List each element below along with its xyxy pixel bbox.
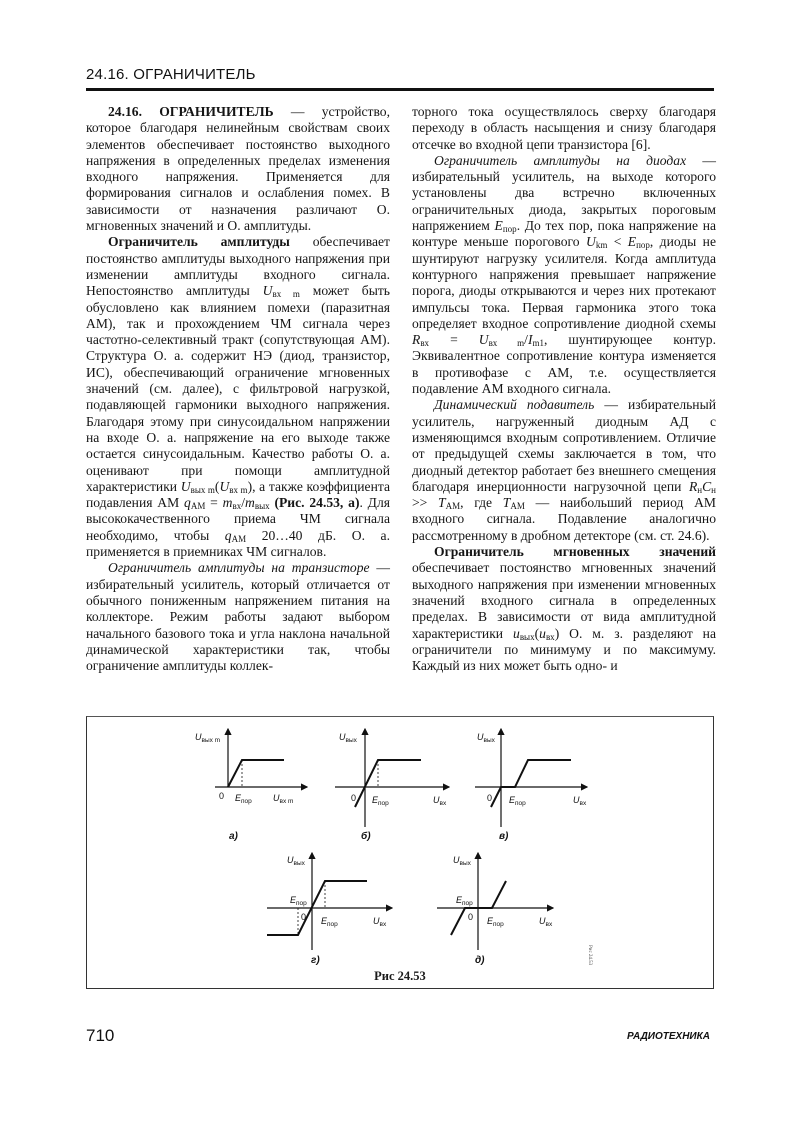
panel-b — [335, 729, 449, 842]
page-number: 710 — [86, 1026, 115, 1045]
panel-a-zero: 0 — [219, 791, 225, 801]
panel-g-threshold-y-label: $E_{пор}$ — [290, 895, 307, 907]
paragraph-transistor-limiter: Ограничитель амплитуды на транзисторе — избирательный усилитель, который отличается от обычного пониженным напряжением питания на коллекторе. Режим работы задают выбором начального базового тока и угла наклона начальной динамической характеристики так, чтобы ограничение амплитуды коллек- — [86, 560, 390, 674]
left-column — [86, 104, 390, 674]
panel-b-threshold-label: $E_{пор}$ — [372, 795, 389, 807]
panel-b-x-label: $U_{вх}$ — [433, 795, 447, 807]
panel-d-curve-right — [478, 881, 506, 908]
paragraph-definition: 24.16. ОГРАНИЧИТЕЛЬ — устройство, которое благодаря нелинейным свойствам своих элементов обеспечивает постоянство выходного напряжения в определенных пределах изменения входного напряжения. Применяется для формирования сигналов и ослабления помех. В зависимости от назначения различают О. мгновенных значений и О. амплитуды. — [86, 104, 390, 234]
panel-v-zero: 0 — [487, 793, 493, 803]
panel-a — [195, 729, 307, 842]
panel-a-curve — [228, 760, 284, 787]
panel-d-letter: д) — [475, 955, 485, 966]
panel-g — [267, 853, 392, 966]
paragraph-instant-limiter: Ограничитель мгновенных значений обеспечивает постоянство мгновенных значений выходного напряжения при изменении мгновенных значений входного сигнала в определенных пределах. В зависимости от вида амплитудной характеристики $u_{вых}(u_{вх})$ О. м. з. разделяют на ограничители по минимуму и по максимуму. Каждый из них может быть одно- и — [412, 544, 716, 674]
figure-reference: (Рис. 24.53, а) — [274, 495, 360, 511]
right-column — [412, 104, 716, 674]
panel-v-letter: в) — [499, 831, 509, 842]
panel-v-threshold-label: $E_{пор}$ — [509, 795, 526, 807]
panel-d-threshold-y-label: $E_{пор}$ — [456, 895, 473, 907]
term-dynamic-suppressor: Динамический подавитель — [434, 397, 595, 413]
panel-d-threshold-label: $E_{пор}$ — [487, 916, 504, 928]
panel-a-y-label: $U_{вых m}$ — [195, 732, 221, 744]
figure-24-53 — [86, 716, 714, 989]
term-amplitude-limiter: Ограничитель амплитуды — [108, 234, 290, 250]
running-head: 24.16. ОГРАНИЧИТЕЛЬ — [86, 66, 256, 83]
term-instant-limiter: Ограничитель мгновенных значений — [434, 544, 716, 560]
panel-g-threshold-label: $E_{пор}$ — [321, 916, 338, 928]
panel-v-x-label: $U_{вх}$ — [573, 795, 587, 807]
paragraph-diode-limiter: Ограничитель амплитуды на диодах — избирательный усилитель, на выходе которого установлены два встречно включенных ограничительных диода, закрытых пороговым напряжением $E_{пор}$. До тех пор, пока напряжение на контуре меньше порогового $U_{km} < E_{пор}$, диоды не шунтируют нагрузку усилителя. Когда амплитуда контурного напряжения превышает напряжение порога, диоды открываются и через них протекают импульсы тока. Первая гармоника этого тока определяет входное сопротивление диодной схемы $R_{вх} = U_{вх m}/I_{m1}$, шунтирующее контур. Эквивалентное сопротивление контура изменяется в противофазе с АМ, т.е. осуществляется подавление АМ входного сигнала. — [412, 152, 716, 397]
panel-a-letter: а) — [229, 831, 238, 842]
panel-d — [437, 853, 553, 966]
panel-g-y-label: $U_{вых}$ — [287, 855, 305, 867]
panel-v-y-label: $U_{вых}$ — [477, 732, 495, 744]
figure-side-mark: Рис 24.53 — [587, 945, 592, 966]
panel-v-curve — [491, 760, 571, 807]
panel-g-letter: г) — [311, 955, 320, 966]
panel-b-y-label: $U_{вых}$ — [339, 732, 357, 744]
paragraph-amplitude-limiter: Ограничитель амплитуды обеспечивает постоянство амплитуды выходного напряжения при изменении амплитуды входного сигнала. Непостоянство амплитуды $U_{вх m}$ может быть обусловлено как влиянием помехи (паразитная АМ), так и прохождением ЧМ сигнала через частотно-селективный тракт (сопутствующая АМ). Структура О. а. содержит НЭ (диод, транзистор, ИС), обеспечивающий ограничение мгновенных значений (см. далее), с фильтровой нагрузкой, подавляющей гармоники выходного напряжения. Благодаря этому при синусоидальном напряжении на входе О. а. напряжение на его выходе также остается синусоидальным. Качество работы О. а. оценивают при помощи амплитудной характеристики $U_{вых m}(U_{вх m})$, а также коэффициента подавления АМ $q_{АМ} = m_{вх}/m_{вых}$ (Рис. 24.53, а). Для высококачественного приема ЧМ сигнала необходимо, чтобы $q_{АМ}$ 20…40 дБ. О. а. применяется в приемниках ЧМ сигналов. — [86, 234, 391, 560]
figure-caption: Рис 24.53 — [374, 969, 426, 983]
panel-g-zero: 0 — [301, 912, 307, 922]
paragraph-dynamic-suppressor: Динамический подавитель — избирательный усилитель, нагруженный диодным АД с изменяющимся входным сопротивлением. Отличие от предыдущей схемы заключается в том, что диодный детектор работает без внешнего смещения благодаря инерционности нагрузочной цепи $R_нC_н >> T_{АМ}$, где $T_{АМ}$ — наибольший период АМ входного сигнала. Подавление аналогично рассмотренному в дробном детекторе (см. ст. 24.6). — [412, 397, 716, 543]
header-rule — [86, 88, 714, 91]
term-transistor-limiter: Ограничитель амплитуды на транзисторе — [108, 560, 370, 576]
figure-drawing — [87, 717, 713, 988]
panel-d-y-label: $U_{вых}$ — [453, 855, 471, 867]
panel-d-curve-left — [451, 908, 478, 935]
term-diode-limiter: Ограничитель амплитуды на диодах — [434, 152, 687, 168]
term-heading: 24.16. ОГРАНИЧИТЕЛЬ — [108, 104, 274, 119]
paragraph-continuation: торного тока осуществлялось сверху благодаря переходу в область насыщения и снизу благодаря отсечке во входной цепи транзистора [6]. — [412, 104, 716, 152]
panel-d-x-label: $U_{вх}$ — [539, 916, 553, 928]
book-title: РАДИОТЕХНИКА — [626, 1031, 710, 1042]
panel-v — [475, 729, 587, 842]
panel-b-letter: б) — [361, 831, 371, 842]
panel-d-zero: 0 — [468, 912, 474, 922]
panel-a-x-label: $U_{вх m}$ — [273, 793, 294, 805]
panel-b-zero: 0 — [351, 793, 357, 803]
panel-g-x-label: $U_{вх}$ — [373, 916, 387, 928]
panel-a-threshold-label: $E_{пор}$ — [235, 793, 252, 805]
